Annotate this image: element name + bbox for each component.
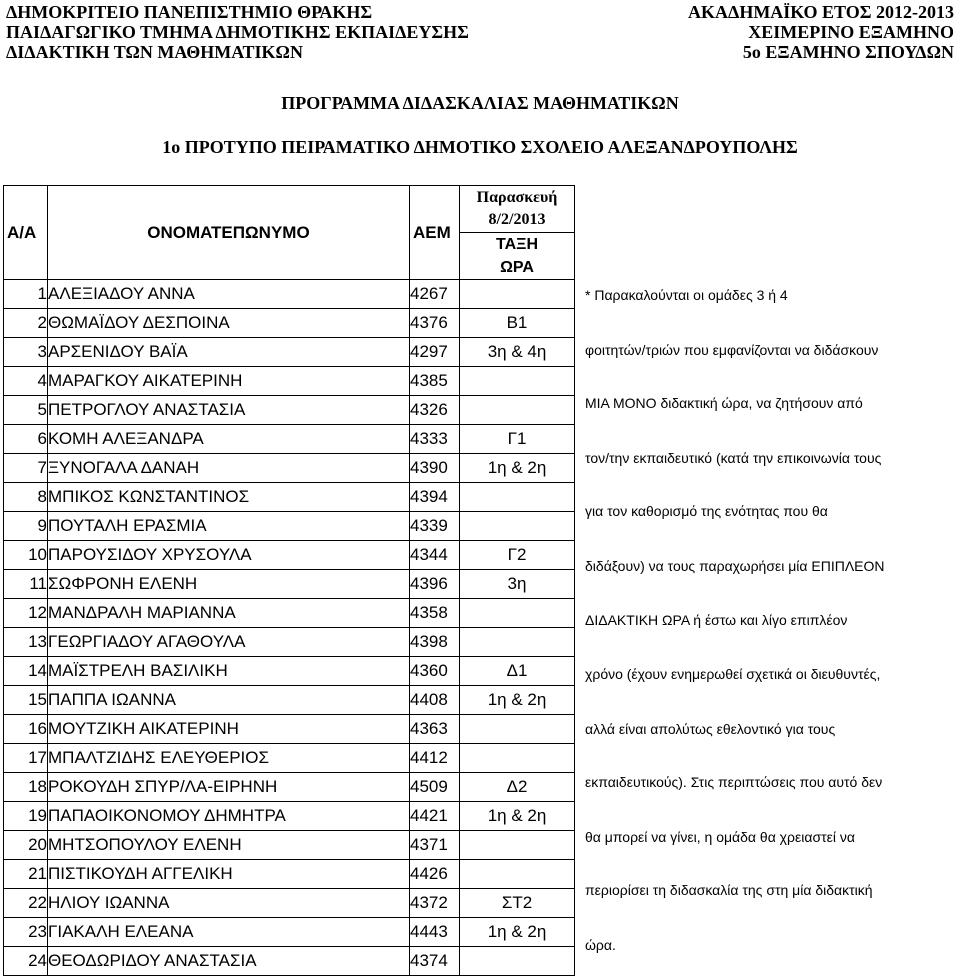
table-row: [4, 802, 575, 831]
table-row: [4, 454, 575, 483]
schedule-cell: [460, 367, 575, 396]
student-aem: 4371: [410, 831, 460, 860]
table-row: [4, 628, 575, 657]
schedule-cell: [460, 280, 575, 309]
student-name: ΜΗΤΣΟΠΟΥΛΟΥ ΕΛΕΝΗ: [48, 831, 410, 860]
row-number: 24: [4, 947, 48, 976]
schedule-cell: 3η & 4η: [460, 338, 575, 367]
student-schedule-table: [3, 185, 575, 976]
row-number: 6: [4, 425, 48, 454]
student-name: ΜΠΑΛΤΖΙΔΗΣ ΕΛΕΥΘΕΡΙΟΣ: [48, 744, 410, 773]
note-line: ΜΙΑ ΜΟΝΟ διδακτική ώρα, να ζητήσουν από: [585, 395, 863, 411]
student-name: ΜΠΙΚΟΣ ΚΩΝΣΤΑΝΤΙΝΟΣ: [48, 483, 410, 512]
student-name: ΑΛΕΞΙΑΔΟΥ ΑΝΝΑ: [48, 280, 410, 309]
school-name: 1ο ΠΡΟΤΥΠΟ ΠΕΙΡΑΜΑΤΙΚΟ ΔΗΜΟΤΙΚΟ ΣΧΟΛΕΙΟ ΑΛΕΞΑΝΔΡΟΥΠΟΛΗΣ: [162, 137, 798, 157]
row-number: 8: [4, 483, 48, 512]
schedule-cell: [460, 744, 575, 773]
student-aem: 4360: [410, 657, 460, 686]
student-name: ΜΟΥΤΖΙΚΗ ΑΙΚΑΤΕΡΙΝΗ: [48, 715, 410, 744]
student-aem: 4374: [410, 947, 460, 976]
university-name: ΔΗΜΟΚΡΙΤΕΙΟ ΠΑΝΕΠΙΣΤΗΜΙΟ ΘΡΑΚΗΣ: [6, 2, 373, 22]
note-line: * Παρακαλούνται οι ομάδες 3 ή 4: [585, 287, 788, 303]
student-aem: 4390: [410, 454, 460, 483]
table-row: [4, 541, 575, 570]
academic-year: ΑΚΑΔΗΜΑΪΚΟ ΕΤΟΣ 2012-2013: [688, 2, 954, 22]
day-name: Παρασκευή: [476, 189, 558, 206]
student-aem: 4372: [410, 889, 460, 918]
student-name: ΡΟΚΟΥΔΗ ΣΠΥΡ/ΛΑ-ΕΙΡΗΝΗ: [48, 773, 410, 802]
note-line: τον/την εκπαιδευτικό (κατά την επικοινωνία τους: [585, 450, 882, 466]
schedule-cell: [460, 860, 575, 889]
student-name: ΑΡΣΕΝΙΔΟΥ ΒΑΪΑ: [48, 338, 410, 367]
student-name: ΣΩΦΡΟΝΗ ΕΛΕΝΗ: [48, 570, 410, 599]
note-line: φοιτητών/τριών που εμφανίζονται να διδάσκουν: [585, 342, 879, 358]
student-name: ΠΑΡΟΥΣΙΔΟΥ ΧΡΥΣΟΥΛΑ: [48, 541, 410, 570]
student-name: ΓΙΑΚΑΛΗ ΕΛΕΑΝΑ: [48, 918, 410, 947]
table-row: [4, 889, 575, 918]
table-row: [4, 425, 575, 454]
schedule-cell: Β1: [460, 309, 575, 338]
table-row: [4, 860, 575, 889]
student-name: ΜΑΡΑΓΚΟΥ ΑΙΚΑΤΕΡΙΝΗ: [48, 367, 410, 396]
note-line: χρόνο (έχουν ενημερωθεί σχετικά οι διευθυντές,: [585, 666, 881, 682]
student-name: ΜΑΝΔΡΑΛΗ ΜΑΡΙΑΝΝΑ: [48, 599, 410, 628]
schedule-cell: Δ1: [460, 657, 575, 686]
row-number: 16: [4, 715, 48, 744]
note-line: για τον καθορισμό της ενότητας που θα: [585, 503, 828, 519]
student-aem: 4363: [410, 715, 460, 744]
schedule-cell: [460, 599, 575, 628]
student-name: ΗΛΙΟΥ ΙΩΑΝΝΑ: [48, 889, 410, 918]
row-number: 20: [4, 831, 48, 860]
note-line: περιορίσει τη διδασκαλία της στη μία διδακτική: [585, 882, 873, 898]
row-number: 1: [4, 280, 48, 309]
table-row: [4, 715, 575, 744]
schedule-cell: Γ2: [460, 541, 575, 570]
student-aem: 4385: [410, 367, 460, 396]
table-row: [4, 280, 575, 309]
student-aem: 4339: [410, 512, 460, 541]
table-row: [4, 483, 575, 512]
row-number: 13: [4, 628, 48, 657]
note-line: αλλά είναι απολύτως εθελοντικό για τους: [585, 721, 836, 737]
student-aem: 4412: [410, 744, 460, 773]
table-row: [4, 686, 575, 715]
schedule-cell: Γ1: [460, 425, 575, 454]
row-number: 17: [4, 744, 48, 773]
table-row: [4, 773, 575, 802]
student-aem: 4408: [410, 686, 460, 715]
schedule-cell: 1η & 2η: [460, 802, 575, 831]
row-number: 21: [4, 860, 48, 889]
note-line: θα μπορεί να γίνει, η ομάδα θα χρειαστεί να: [585, 829, 855, 845]
row-number: 9: [4, 512, 48, 541]
schedule-cell: [460, 628, 575, 657]
student-aem: 4421: [410, 802, 460, 831]
table-row: [4, 599, 575, 628]
schedule-cell: [460, 512, 575, 541]
column-header-aem: ΑΕΜ: [410, 186, 460, 280]
column-header-hour: ΩΡΑ: [460, 256, 575, 280]
table-row: [4, 367, 575, 396]
student-aem: 4326: [410, 396, 460, 425]
row-number: 11: [4, 570, 48, 599]
table-header-row: [4, 186, 575, 233]
student-aem: 4267: [410, 280, 460, 309]
student-aem: 4297: [410, 338, 460, 367]
schedule-cell: 1η & 2η: [460, 918, 575, 947]
student-name: ΘΩΜΑΪΔΟΥ ΔΕΣΠΟΙΝΑ: [48, 309, 410, 338]
row-number: 7: [4, 454, 48, 483]
student-aem: 4394: [410, 483, 460, 512]
schedule-cell: [460, 715, 575, 744]
student-aem: 4344: [410, 541, 460, 570]
header-left: [6, 2, 469, 62]
schedule-cell: [460, 831, 575, 860]
note-line: ΔΙΔΑΚΤΙΚΗ ΩΡΑ ή έστω και λίγο επιπλέον: [585, 612, 848, 628]
page-title: ΠΡΟΓΡΑΜΜΑ ΔΙΔΑΣΚΑΛΙΑΣ ΜΑΘΗΜΑΤΙΚΩΝ: [281, 93, 679, 113]
row-number: 3: [4, 338, 48, 367]
schedule-cell: Δ2: [460, 773, 575, 802]
student-aem: 4509: [410, 773, 460, 802]
student-name: ΓΕΩΡΓΙΑΔΟΥ ΑΓΑΘΟΥΛΑ: [48, 628, 410, 657]
student-aem: 4443: [410, 918, 460, 947]
schedule-cell: [460, 483, 575, 512]
table-row: [4, 309, 575, 338]
row-number: 5: [4, 396, 48, 425]
table-row: [4, 744, 575, 773]
table-row: [4, 947, 575, 976]
row-number: 4: [4, 367, 48, 396]
schedule-cell: 3η: [460, 570, 575, 599]
header-right: [688, 2, 954, 62]
day-date: 8/2/2013: [488, 211, 546, 228]
row-number: 18: [4, 773, 48, 802]
student-name: ΠΑΠΠΑ ΙΩΑΝΝΑ: [48, 686, 410, 715]
note-line: ώρα.: [585, 937, 616, 953]
student-aem: 4358: [410, 599, 460, 628]
table-row: [4, 918, 575, 947]
table-row: [4, 657, 575, 686]
student-name: ΠΟΥΤΑΛΗ ΕΡΑΣΜΙΑ: [48, 512, 410, 541]
row-number: 23: [4, 918, 48, 947]
table-row: [4, 396, 575, 425]
column-header-name: ΟΝΟΜΑΤΕΠΩΝΥΜΟ: [48, 186, 410, 280]
schedule-cell: ΣΤ2: [460, 889, 575, 918]
department-name: ΠΑΙΔΑΓΩΓΙΚΟ ΤΜΗΜΑ ΔΗΜΟΤΙΚΗΣ ΕΚΠΑΙΔΕΥΣΗΣ: [6, 22, 469, 42]
row-number: 22: [4, 889, 48, 918]
student-aem: 4376: [410, 309, 460, 338]
student-name: ΠΕΤΡΟΓΛΟΥ ΑΝΑΣΤΑΣΙΑ: [48, 396, 410, 425]
table-row: [4, 570, 575, 599]
student-aem: 4396: [410, 570, 460, 599]
student-aem: 4398: [410, 628, 460, 657]
student-aem: 4426: [410, 860, 460, 889]
row-number: 10: [4, 541, 48, 570]
schedule-cell: 1η & 2η: [460, 454, 575, 483]
semester: ΧΕΙΜΕΡΙΝΟ ΕΞΑΜΗΝΟ: [748, 22, 954, 42]
row-number: 19: [4, 802, 48, 831]
student-name: ΜΑΪΣΤΡΕΛΗ ΒΑΣΙΛΙΚΗ: [48, 657, 410, 686]
table-row: [4, 831, 575, 860]
row-number: 15: [4, 686, 48, 715]
student-rows: [4, 280, 575, 976]
column-header-day: [460, 186, 575, 233]
schedule-cell: 1η & 2η: [460, 686, 575, 715]
schedule-cell: [460, 396, 575, 425]
student-name: ΠΙΣΤΙΚΟΥΔΗ ΑΓΓΕΛΙΚΗ: [48, 860, 410, 889]
student-name: ΚΟΜΗ ΑΛΕΞΑΝΔΡΑ: [48, 425, 410, 454]
study-semester: 5ο ΕΞΑΜΗΝΟ ΣΠΟΥΔΩΝ: [742, 42, 954, 62]
student-aem: 4333: [410, 425, 460, 454]
table-row: [4, 338, 575, 367]
column-header-class: ΤΑΞΗ: [460, 233, 575, 257]
note-line: διδάξουν) να τους παραχωρήσει μία ΕΠΙΠΛΕΟΝ: [585, 558, 885, 574]
row-number: 2: [4, 309, 48, 338]
schedule-cell: [460, 947, 575, 976]
course-name: ΔΙΔΑΚΤΙΚΗ ΤΩΝ ΜΑΘΗΜΑΤΙΚΩΝ: [6, 42, 303, 62]
note-line: εκπαιδευτικούς). Στις περιπτώσεις που αυτό δεν: [585, 774, 883, 790]
student-name: ΞΥΝΟΓΑΛΑ ΔΑΝΑΗ: [48, 454, 410, 483]
student-name: ΠΑΠΑΟΙΚΟΝΟΜΟΥ ΔΗΜΗΤΡΑ: [48, 802, 410, 831]
student-name: ΘΕΟΔΩΡΙΔΟΥ ΑΝΑΣΤΑΣΙΑ: [48, 947, 410, 976]
row-number: 12: [4, 599, 48, 628]
row-number: 14: [4, 657, 48, 686]
table-row: [4, 512, 575, 541]
column-header-aa: Α/Α: [4, 186, 48, 280]
